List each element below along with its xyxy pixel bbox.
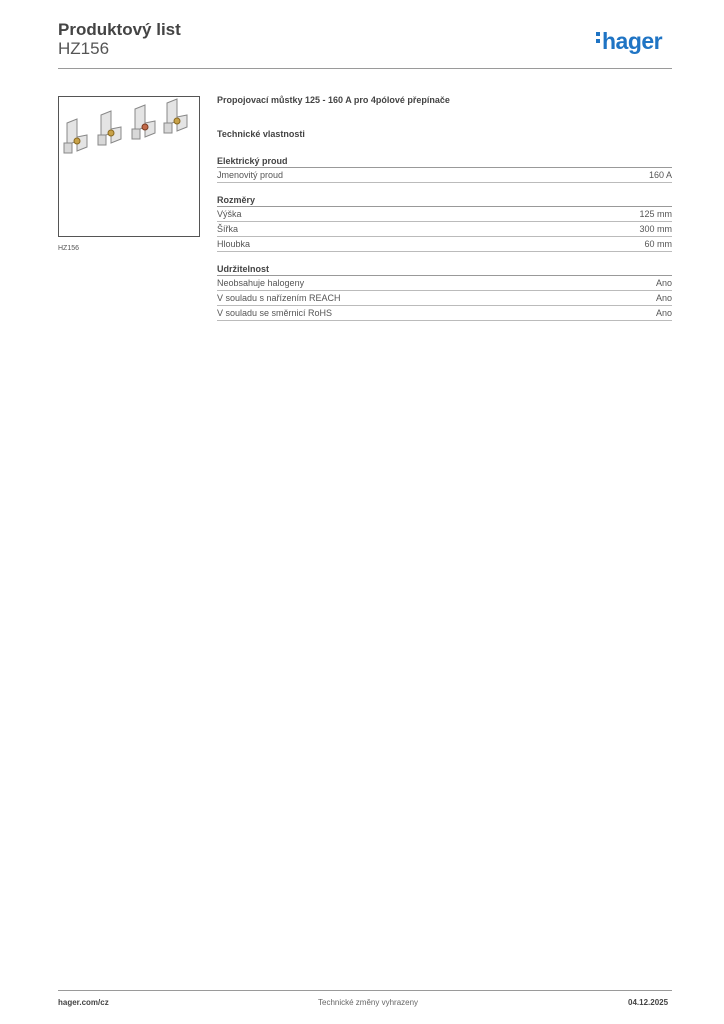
row-label: Neobsahuje halogeny bbox=[217, 278, 305, 288]
row-label: V souladu s nařízením REACH bbox=[217, 293, 341, 303]
page-title: Produktový list bbox=[58, 20, 181, 39]
table-row bbox=[217, 168, 672, 183]
row-label: Šířka bbox=[217, 224, 239, 234]
row-value: 60 mm bbox=[644, 239, 672, 249]
footer-note: Technické změny vyhrazeny bbox=[318, 998, 419, 1007]
product-image-caption: HZ156 bbox=[58, 245, 80, 252]
table-row bbox=[217, 306, 672, 321]
header-divider bbox=[58, 68, 672, 69]
row-value: 160 A bbox=[648, 170, 672, 180]
table-row bbox=[217, 222, 672, 237]
group-dimensions bbox=[217, 195, 672, 252]
row-label: Výška bbox=[217, 209, 242, 219]
table-row bbox=[217, 291, 672, 306]
logo-text: hager bbox=[602, 28, 663, 54]
group-title: Rozměry bbox=[217, 195, 672, 207]
table-row bbox=[217, 207, 672, 222]
group-title: Udržitelnost bbox=[217, 264, 672, 276]
row-value: 300 mm bbox=[639, 224, 672, 234]
product-code: HZ156 bbox=[58, 39, 110, 58]
row-label: V souladu se směrnicí RoHS bbox=[217, 308, 333, 318]
footer-divider bbox=[58, 990, 672, 991]
product-description: Propojovací můstky 125 - 160 A pro 4pólové přepínače bbox=[217, 95, 450, 105]
tech-heading: Technické vlastnosti bbox=[217, 129, 305, 139]
row-value: Ano bbox=[655, 308, 672, 318]
row-value: Ano bbox=[655, 293, 672, 303]
table-row bbox=[217, 276, 672, 291]
table-row bbox=[217, 237, 672, 252]
product-image bbox=[58, 96, 200, 237]
footer-date: 04.12.2025 bbox=[628, 998, 669, 1007]
busbar-bridges-icon bbox=[59, 97, 199, 236]
row-label: Jmenovitý proud bbox=[217, 170, 284, 180]
row-value: Ano bbox=[655, 278, 672, 288]
row-value: 125 mm bbox=[639, 209, 672, 219]
row-label: Hloubka bbox=[217, 239, 251, 249]
group-title: Elektrický proud bbox=[217, 156, 672, 168]
logo-colon-icon bbox=[596, 29, 600, 46]
footer-website-link[interactable]: hager.com/cz bbox=[58, 998, 109, 1007]
product-details bbox=[217, 95, 672, 321]
group-sustainability bbox=[217, 264, 672, 321]
hager-logo[interactable] bbox=[596, 28, 662, 55]
group-electric-current bbox=[217, 156, 672, 183]
